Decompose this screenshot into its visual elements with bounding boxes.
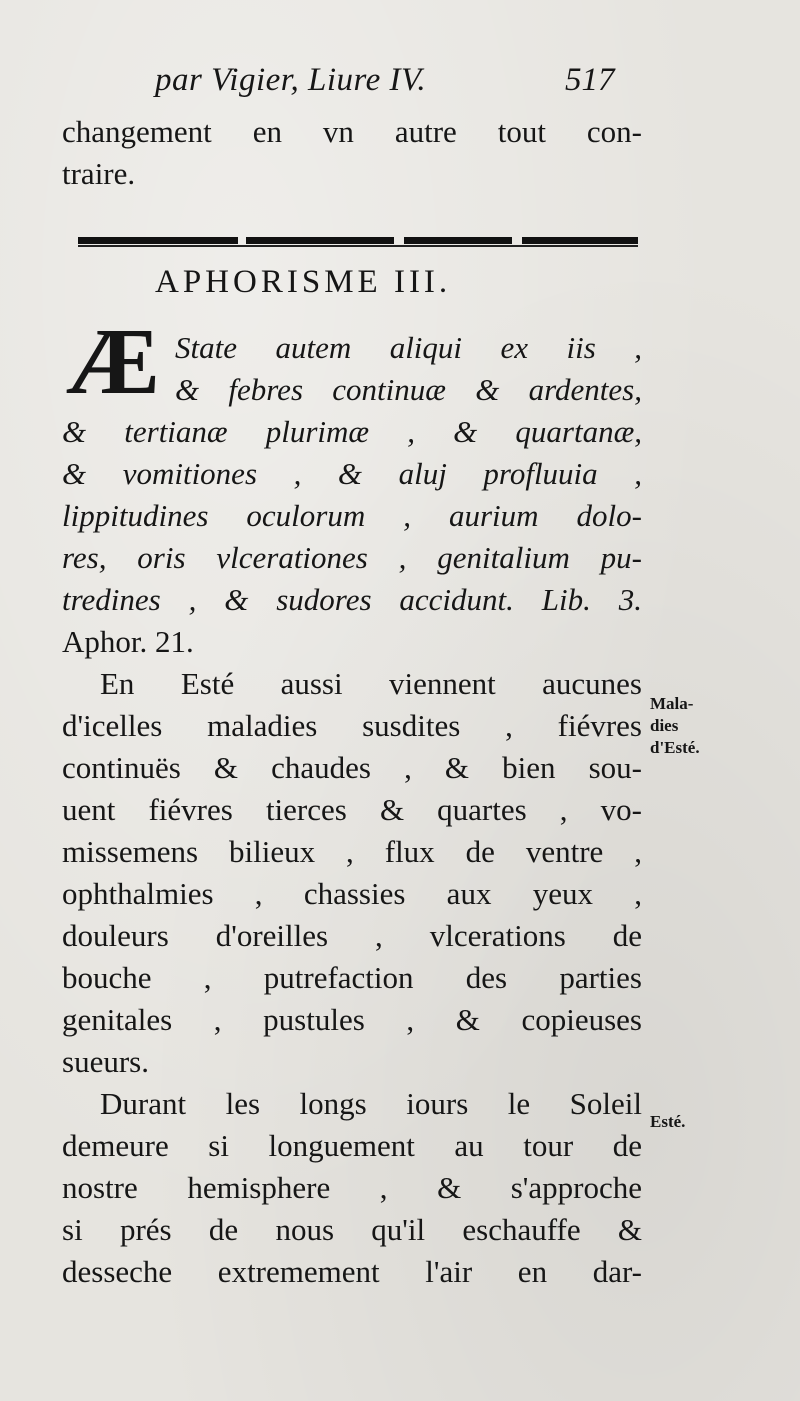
latin-line: & vomitiones , & aluj profluuia , [62,456,642,491]
latin-line: tredines , & sudores accidunt. Lib. 3. [62,582,642,617]
text-line: Aphor. 21. [62,624,194,659]
ornamental-rule [78,234,638,248]
running-title: par Vigier, Liure IV. [155,62,427,98]
text-line: traire. [62,156,136,191]
text-line: uent fiévres tierces & quartes , vo- [62,792,642,827]
latin-line: lippitudines oculorum , aurium dolo- [62,498,642,533]
latin-line: & febres continuæ & ardentes, [175,372,642,407]
text-line: ophthalmies , chassies aux yeux , [62,876,642,911]
latin-line: & tertianæ plurimæ , & quartanæ, [62,414,642,449]
drop-capital: Æ [66,310,160,414]
text-line: bouche , putrefaction des parties [62,960,642,995]
marginal-note: Mala- [650,694,694,713]
aphorism-heading: APHORISME III. [155,264,452,300]
text-line: d'icelles maladies susdites , fiévres [62,708,642,743]
text-line: nostre hemisphere , & s'approche [62,1170,642,1205]
latin-line: State autem aliqui ex iis , [175,330,642,365]
running-header [155,62,655,112]
text-line: sueurs. [62,1044,149,1079]
latin-line: res, oris vlcerationes , genitalium pu- [62,540,642,575]
text-line: continuës & chaudes , & bien sou- [62,750,642,785]
marginal-note: d'Esté. [650,738,700,757]
text-line: En Esté aussi viennent aucunes [100,666,642,701]
text-line: si prés de nous qu'il eschauffe & [62,1212,642,1247]
text-line: missemens bilieux , flux de ventre , [62,834,642,869]
text-line: demeure si longuement au tour de [62,1128,642,1163]
text-line: changement en vn autre tout con- [62,114,642,149]
page-number: 517 [565,62,615,98]
marginal-note: dies [650,716,679,735]
text-line: genitales , pustules , & copieuses [62,1002,642,1037]
marginal-note: Esté. [650,1112,686,1131]
text-line: Durant les longs iours le Soleil [100,1086,642,1121]
text-line: douleurs d'oreilles , vlcerations de [62,918,642,953]
text-line: desseche extremement l'air en dar- [62,1254,642,1289]
